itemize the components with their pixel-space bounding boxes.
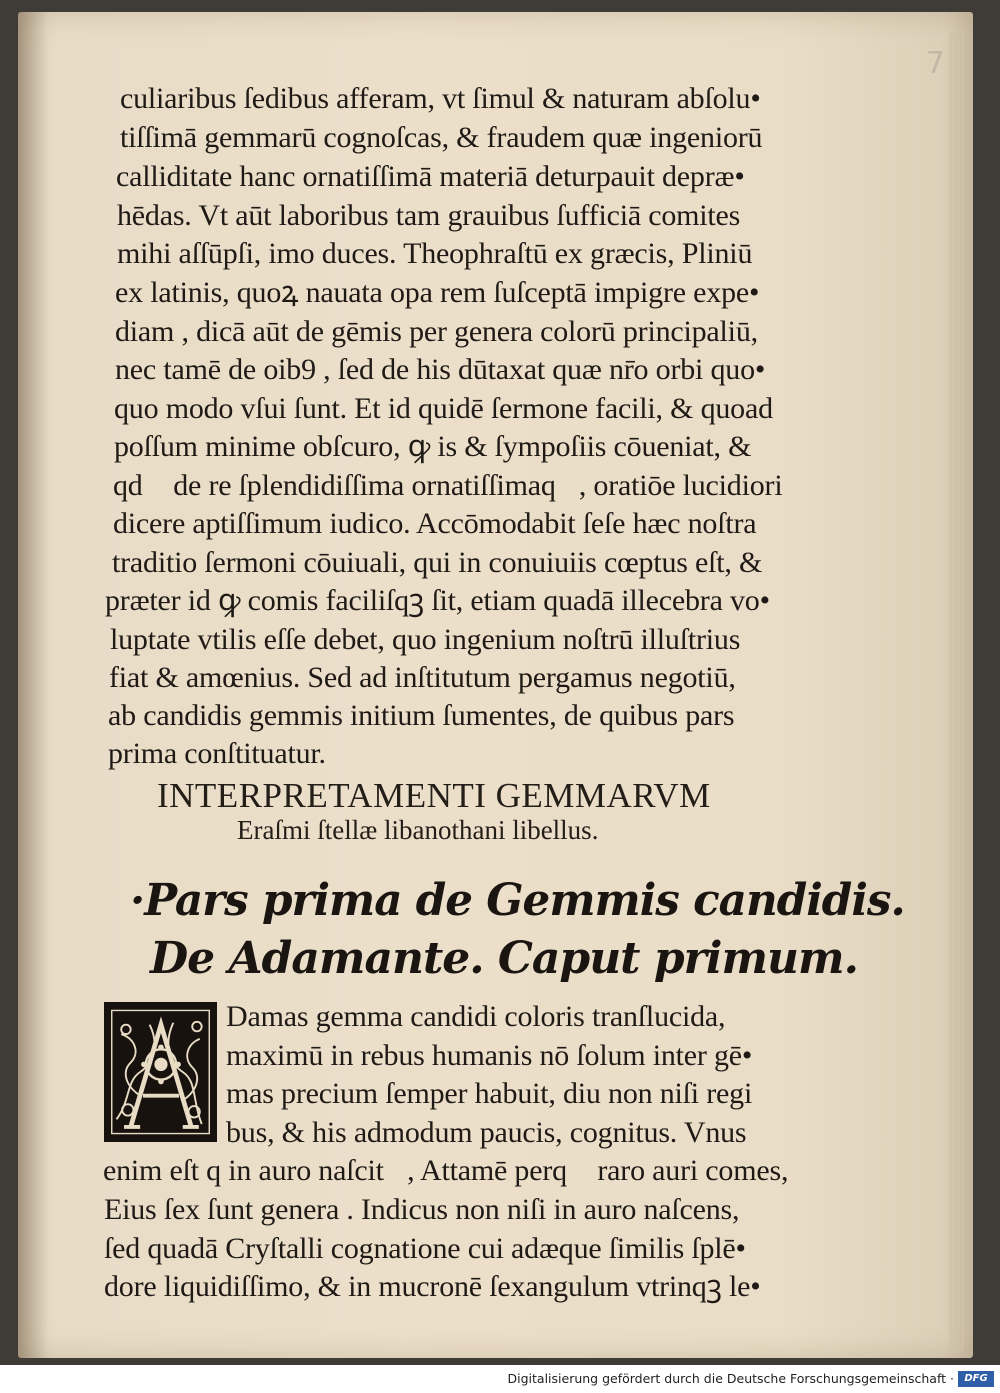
section-subtitle: Eraſmi ſtellæ libanothani libellus. <box>237 815 599 845</box>
text-line: traditio ſermoni cōuiuali, qui in conuiuiis cœptus eſt, & <box>112 546 763 579</box>
text-line: tiſſimā gemmarū cognoſcas, & fraudem quæ ingeniorū <box>120 121 763 154</box>
section-title: INTERPRETAMENTI GEMMARVM <box>157 776 711 815</box>
page-edge <box>949 32 963 1352</box>
footer-bar <box>0 1365 1000 1393</box>
chapter-heading: De Adamante. Caput primum. <box>150 933 858 984</box>
page-number-mark: 7 <box>925 46 945 81</box>
text-line: Damas gemma candidi coloris tranſlucida, <box>226 1000 726 1033</box>
text-line: mas precium ſemper habuit, diu non niſi regi <box>226 1077 753 1110</box>
text-line: mihi aſſūpſi, imo duces. Theophraſtū ex græcis, Pliniū <box>117 237 753 270</box>
text-line: calliditate hanc ornatiſſimā materiā deturpauit depræ• <box>116 160 745 193</box>
text-line: diam , dicā aūt de gēmis per genera colorū principaliū, <box>115 315 758 348</box>
text-line: hēdas. Vt aūt laboribus tam grauibus ſufficiā comites <box>117 199 741 232</box>
text-line: maximū in rebus humanis nō ſolum inter gē• <box>226 1039 753 1072</box>
text-line: ab candidis gemmis initium ſumentes, de quibus pars <box>108 699 735 732</box>
text-line: ſed quadā Cryſtalli cognatione cui adæque ſimilis ſplē• <box>104 1232 746 1265</box>
text-line: præter id ꝙ comis faciliſqꝫ ſit, etiam quadā illecebra vo• <box>105 584 770 617</box>
text-line: poſſum minime obſcuro, ꝙ is & ſympoſiis cōueniat, & <box>114 430 752 463</box>
text-line: prima conſtituatur. <box>108 737 326 770</box>
gutter-shadow <box>18 12 48 1358</box>
text-line: qd᷑ de re ſplendidiſſima ornatiſſimaqꝫ, oratiōe lucidiori <box>113 469 783 502</box>
text-line: fiat & amœnius. Sed ad inſtitutum pergamus negotiū, <box>109 661 736 694</box>
text-line: culiaribus ſedibus afferam, vt ſimul & naturam abſolu• <box>120 82 761 115</box>
part-heading: ·Pars prima de Gemmis candidis. <box>130 875 905 926</box>
text-line: Eius ſex ſunt genera . Indicus non niſi in auro naſcens, <box>104 1193 740 1226</box>
text-line: nec tamē de oib9 , ſed de his dūtaxat quæ nr̄o orbi quo• <box>115 353 766 386</box>
text-line: bus, & his admodum paucis, cognitus. Vnus <box>226 1116 747 1149</box>
text-line: ex latinis, quoꝝ nauata opa rem ſuſceptā impigre expe• <box>115 276 760 309</box>
dfg-logo: DFG <box>958 1371 994 1387</box>
footer-credit: Digitalisierung gefördert durch die Deutsche Forschungsgemeinschaft · <box>507 1371 954 1386</box>
text-line: dore liquidiſſimo, & in mucronē ſexangulum vtrinqꝫ le• <box>104 1270 761 1303</box>
text-line: enim eſt q in auro naſcit᷑, Attamē perqꝫ raro auri comes, <box>103 1154 789 1187</box>
decorated-initial <box>104 1002 217 1142</box>
text-line: quo modo vſui ſunt. Et id quidē ſermone facili, & quoad <box>114 392 773 425</box>
text-line: dicere aptiſſimum iudico. Accōmodabit ſeſe hæc noſtra <box>113 507 757 540</box>
text-line: luptate vtilis eſſe debet, quo ingenium noſtrū illuſtrius <box>110 623 741 656</box>
